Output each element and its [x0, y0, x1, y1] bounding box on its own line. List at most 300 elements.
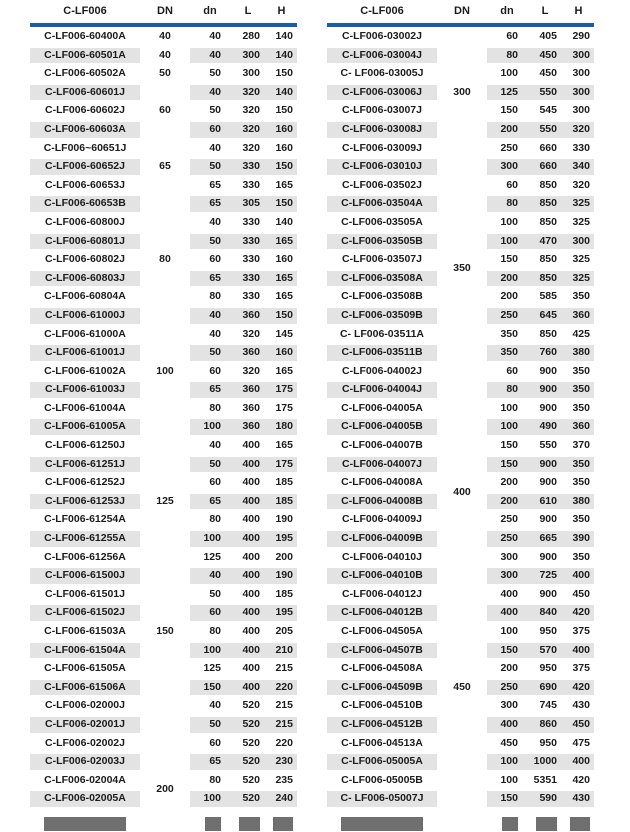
dn-group-cell: 200 — [140, 771, 190, 808]
dn-group-cell — [140, 696, 190, 770]
model-code-cell: C-LF006-03009J — [327, 139, 437, 158]
h-cell: 300 — [563, 101, 594, 120]
model-code-cell: C-LF006-61500J — [30, 566, 140, 585]
dn-cell: 40 — [190, 83, 230, 102]
model-code-cell: C-LF006-04005A — [327, 399, 437, 418]
table-row — [327, 510, 594, 529]
table-row — [327, 696, 594, 715]
l-cell: 320 — [230, 101, 266, 120]
table-row — [30, 306, 297, 325]
h-cell: 165 — [266, 287, 297, 306]
h-cell: 375 — [563, 659, 594, 678]
h-cell: 210 — [266, 641, 297, 660]
model-code-cell: C-LF006-02004A — [30, 771, 140, 790]
l-cell: 850 — [527, 269, 563, 288]
column-header-L: L — [230, 2, 266, 27]
model-code-cell: C-LF006-03511B — [327, 343, 437, 362]
dn-cell: 65 — [190, 380, 230, 399]
model-code-cell: C-LF006-03507J — [327, 250, 437, 269]
l-cell: 900 — [527, 585, 563, 604]
model-code-cell: C-LF006-02003J — [30, 752, 140, 771]
dn-cell: 100 — [487, 232, 527, 251]
model-code-cell: C-LF006-03508A — [327, 269, 437, 288]
dn-cell: 65 — [190, 176, 230, 195]
dn-cell: 200 — [487, 492, 527, 511]
table-row — [30, 176, 297, 195]
l-cell: 320 — [230, 325, 266, 344]
dn-cell: 400 — [487, 603, 527, 622]
model-code-cell: C-LF006-04509B — [327, 678, 437, 697]
l-cell: 520 — [230, 715, 266, 734]
l-cell: 550 — [527, 120, 563, 139]
model-code-cell: C-LF006-61506A — [30, 678, 140, 697]
table-row — [327, 250, 594, 269]
model-code-cell: C-LF006-61001J — [30, 343, 140, 362]
dn-cell: 80 — [190, 399, 230, 418]
dn-cell: 50 — [190, 101, 230, 120]
dn-cell: 40 — [190, 566, 230, 585]
column-header-dn: dn — [190, 2, 230, 27]
h-cell: 400 — [563, 641, 594, 660]
l-cell: 400 — [230, 436, 266, 455]
h-cell: 380 — [563, 492, 594, 511]
model-code-cell: C-LF006-61000J — [30, 306, 140, 325]
h-cell: 430 — [563, 696, 594, 715]
l-cell: 320 — [230, 362, 266, 381]
model-code-cell: C-LF006-02000J — [30, 696, 140, 715]
l-cell: 725 — [527, 566, 563, 585]
dn-cell: 60 — [190, 120, 230, 139]
dn-cell: 100 — [190, 641, 230, 660]
dn-cell: 60 — [487, 362, 527, 381]
model-code-cell: C-LF006-04507B — [327, 641, 437, 660]
model-code-cell: C-LF006-03502J — [327, 176, 437, 195]
h-cell: 350 — [563, 362, 594, 381]
model-code-cell: C-LF006-60602J — [30, 101, 140, 120]
model-code-cell: C-LF006-60801J — [30, 232, 140, 251]
dn-cell: 80 — [487, 380, 527, 399]
l-cell: 665 — [527, 529, 563, 548]
l-cell: 1000 — [527, 752, 563, 771]
dn-group-cell — [437, 510, 487, 622]
dn-cell: 150 — [487, 641, 527, 660]
model-code-cell: C-LF006-04510B — [327, 696, 437, 715]
model-code-cell: C-LF006-60400A — [30, 27, 140, 46]
h-cell: 200 — [266, 548, 297, 567]
l-cell: 400 — [230, 510, 266, 529]
dn-cell: 150 — [190, 678, 230, 697]
l-cell: 400 — [230, 603, 266, 622]
dn-cell: 50 — [190, 343, 230, 362]
h-cell: 140 — [266, 213, 297, 232]
h-cell: 230 — [266, 752, 297, 771]
h-cell: 325 — [563, 269, 594, 288]
h-cell: 165 — [266, 232, 297, 251]
dn-cell: 250 — [487, 306, 527, 325]
table-row — [327, 101, 594, 120]
h-cell: 380 — [563, 343, 594, 362]
dn-cell: 80 — [190, 622, 230, 641]
l-cell: 520 — [230, 771, 266, 790]
model-code-cell: C-LF006-04005B — [327, 417, 437, 436]
dn-group-cell: 150 — [140, 566, 190, 696]
column-header-model: C-LF006 — [327, 2, 437, 27]
table-row — [327, 622, 594, 641]
dn-cell: 100 — [487, 213, 527, 232]
h-cell: 300 — [563, 83, 594, 102]
dn-cell: 60 — [487, 27, 527, 46]
h-cell: 350 — [563, 510, 594, 529]
table-row — [30, 696, 297, 715]
dn-cell: 80 — [190, 771, 230, 790]
l-cell: 745 — [527, 696, 563, 715]
dn-cell: 100 — [190, 529, 230, 548]
model-code-cell: C-LF006-03007J — [327, 101, 437, 120]
dn-cell: 400 — [487, 715, 527, 734]
model-code-cell: C-LF006-61004A — [30, 399, 140, 418]
h-cell: 160 — [266, 250, 297, 269]
model-code-cell: C-LF006-04512B — [327, 715, 437, 734]
table-header-row — [327, 2, 594, 27]
table-row — [30, 64, 297, 83]
model-code-cell: C-LF006-02002J — [30, 734, 140, 753]
h-cell: 150 — [266, 306, 297, 325]
dn-cell: 40 — [190, 46, 230, 65]
l-cell: 850 — [527, 176, 563, 195]
dn-cell: 250 — [487, 678, 527, 697]
dn-cell: 50 — [190, 64, 230, 83]
l-cell: 360 — [230, 399, 266, 418]
dn-cell: 350 — [487, 325, 527, 344]
table-row — [327, 83, 594, 102]
table-row — [327, 27, 594, 46]
dn-cell: 100 — [190, 417, 230, 436]
dn-cell: 40 — [190, 696, 230, 715]
model-code-cell: C-LF006-61000A — [30, 325, 140, 344]
h-cell: 430 — [563, 789, 594, 808]
l-cell: 850 — [527, 250, 563, 269]
l-cell: 450 — [527, 64, 563, 83]
column-header-H: H — [266, 2, 297, 27]
h-cell: 400 — [563, 566, 594, 585]
dn-group-cell — [437, 362, 487, 474]
l-cell: 330 — [230, 287, 266, 306]
h-cell: 420 — [563, 603, 594, 622]
table-row — [327, 176, 594, 195]
dn-group-cell — [437, 696, 487, 808]
l-cell: 320 — [230, 83, 266, 102]
table-row — [30, 436, 297, 455]
h-cell: 325 — [563, 250, 594, 269]
model-code-cell: C-LF006-03010J — [327, 157, 437, 176]
model-code-cell: C-LF006-60804A — [30, 287, 140, 306]
dn-cell: 200 — [487, 287, 527, 306]
h-cell: 400 — [563, 752, 594, 771]
h-cell: 205 — [266, 622, 297, 641]
h-cell: 240 — [266, 789, 297, 808]
model-code-cell: C-LF006-03002J — [327, 27, 437, 46]
l-cell: 520 — [230, 696, 266, 715]
dn-cell: 40 — [190, 306, 230, 325]
h-cell: 325 — [563, 213, 594, 232]
model-code-cell: C-LF006-04008B — [327, 492, 437, 511]
dn-cell: 65 — [190, 752, 230, 771]
l-cell: 585 — [527, 287, 563, 306]
dn-cell: 60 — [190, 362, 230, 381]
l-cell: 405 — [527, 27, 563, 46]
l-cell: 900 — [527, 362, 563, 381]
l-cell: 330 — [230, 176, 266, 195]
dn-cell: 100 — [487, 622, 527, 641]
table-row — [30, 566, 297, 585]
l-cell: 900 — [527, 380, 563, 399]
dn-cell: 50 — [190, 715, 230, 734]
model-code-cell: C-LF006-03505A — [327, 213, 437, 232]
model-code-cell: C-LF006-61501J — [30, 585, 140, 604]
l-cell: 330 — [230, 269, 266, 288]
dn-cell: 80 — [190, 287, 230, 306]
dn-cell: 100 — [487, 64, 527, 83]
l-cell: 660 — [527, 157, 563, 176]
model-code-cell: C-LF006-02001J — [30, 715, 140, 734]
model-code-cell: C-LF006-61503A — [30, 622, 140, 641]
dn-cell: 150 — [487, 436, 527, 455]
l-cell: 400 — [230, 622, 266, 641]
model-code-cell: C- LF006-03005J — [327, 64, 437, 83]
h-cell: 390 — [563, 529, 594, 548]
h-cell: 175 — [266, 455, 297, 474]
h-cell: 145 — [266, 325, 297, 344]
model-code-cell: C-LF006-05005A — [327, 752, 437, 771]
column-header-model: C-LF006 — [30, 2, 140, 27]
h-cell: 215 — [266, 659, 297, 678]
h-cell: 300 — [563, 46, 594, 65]
model-code-cell: C-LF006-61250J — [30, 436, 140, 455]
h-cell: 185 — [266, 585, 297, 604]
dn-group-cell: 40 — [140, 46, 190, 65]
model-code-cell: C-LF006-04010B — [327, 566, 437, 585]
l-cell: 280 — [230, 27, 266, 46]
dn-cell: 150 — [487, 101, 527, 120]
h-cell: 140 — [266, 27, 297, 46]
h-cell: 235 — [266, 771, 297, 790]
l-cell: 400 — [230, 529, 266, 548]
model-code-cell: C-LF006-60652J — [30, 157, 140, 176]
l-cell: 360 — [230, 417, 266, 436]
dn-group-cell: 80 — [140, 213, 190, 306]
table-row — [327, 287, 594, 306]
column-header-H: H — [563, 2, 594, 27]
dn-cell: 50 — [190, 157, 230, 176]
table-row — [327, 473, 594, 492]
dn-cell: 40 — [190, 325, 230, 344]
model-code-cell: C-LF006-04007B — [327, 436, 437, 455]
table-row — [327, 362, 594, 381]
l-cell: 330 — [230, 213, 266, 232]
h-cell: 300 — [563, 64, 594, 83]
h-cell: 215 — [266, 715, 297, 734]
h-cell: 160 — [266, 120, 297, 139]
dn-cell: 125 — [190, 548, 230, 567]
dn-cell: 100 — [487, 399, 527, 418]
dn-cell: 250 — [487, 529, 527, 548]
model-code-cell: C- LF006-03511A — [327, 325, 437, 344]
model-code-cell: C-LF006-61252J — [30, 473, 140, 492]
dn-cell: 250 — [487, 139, 527, 158]
h-cell: 475 — [563, 734, 594, 753]
dn-cell: 65 — [190, 194, 230, 213]
l-cell: 645 — [527, 306, 563, 325]
l-cell: 320 — [230, 139, 266, 158]
model-code-cell: C-LF006-03505B — [327, 232, 437, 251]
h-cell: 420 — [563, 678, 594, 697]
l-cell: 900 — [527, 399, 563, 418]
model-code-cell: C-LF006-04008A — [327, 473, 437, 492]
h-cell: 375 — [563, 622, 594, 641]
l-cell: 400 — [230, 548, 266, 567]
dn-cell: 100 — [190, 789, 230, 808]
model-code-cell: C-LF006-61253J — [30, 492, 140, 511]
model-code-cell: C-LF006-61003J — [30, 380, 140, 399]
model-code-cell: C-LF006-05005B — [327, 771, 437, 790]
model-code-cell: C-LF006-04513A — [327, 734, 437, 753]
h-cell: 150 — [266, 194, 297, 213]
h-cell: 360 — [563, 417, 594, 436]
model-code-cell: C- LF006-05007J — [327, 789, 437, 808]
dn-cell: 50 — [190, 455, 230, 474]
dn-group-cell — [437, 622, 487, 678]
dn-cell: 300 — [487, 566, 527, 585]
dn-cell: 100 — [487, 752, 527, 771]
dn-cell: 150 — [487, 455, 527, 474]
model-code-cell: C-LF006-60502A — [30, 64, 140, 83]
h-cell: 175 — [266, 399, 297, 418]
h-cell: 350 — [563, 548, 594, 567]
l-cell: 610 — [527, 492, 563, 511]
h-cell: 150 — [266, 157, 297, 176]
h-cell: 220 — [266, 734, 297, 753]
dn-group-cell — [140, 176, 190, 213]
h-cell: 175 — [266, 380, 297, 399]
dn-cell: 450 — [487, 734, 527, 753]
h-cell: 215 — [266, 696, 297, 715]
model-code-cell: C-LF006-60802J — [30, 250, 140, 269]
h-cell: 330 — [563, 139, 594, 158]
table-row — [30, 771, 297, 790]
model-code-cell: C-LF006-04009B — [327, 529, 437, 548]
h-cell: 220 — [266, 678, 297, 697]
dn-cell: 100 — [487, 417, 527, 436]
model-code-cell: C-LF006-60601J — [30, 83, 140, 102]
l-cell: 360 — [230, 343, 266, 362]
h-cell: 350 — [563, 455, 594, 474]
l-cell: 840 — [527, 603, 563, 622]
h-cell: 450 — [563, 715, 594, 734]
dn-cell: 40 — [190, 213, 230, 232]
table-row — [30, 157, 297, 176]
l-cell: 900 — [527, 548, 563, 567]
h-cell: 370 — [563, 436, 594, 455]
l-cell: 660 — [527, 139, 563, 158]
h-cell: 450 — [563, 585, 594, 604]
dn-group-cell: 300 — [437, 83, 487, 102]
h-cell: 165 — [266, 176, 297, 195]
dn-group-cell — [437, 27, 487, 83]
table-header-row — [30, 2, 297, 27]
model-code-cell: C-LF006-03008J — [327, 120, 437, 139]
h-cell: 320 — [563, 120, 594, 139]
h-cell: 165 — [266, 436, 297, 455]
h-cell: 195 — [266, 603, 297, 622]
l-cell: 400 — [230, 455, 266, 474]
dn-cell: 300 — [487, 157, 527, 176]
l-cell: 330 — [230, 232, 266, 251]
dn-group-cell: 60 — [140, 83, 190, 139]
dn-cell: 40 — [190, 27, 230, 46]
dn-group-cell: 450 — [437, 678, 487, 697]
model-code-cell: C-LF006-04007J — [327, 455, 437, 474]
table-row — [30, 46, 297, 65]
model-code-cell: C-LF006-61251J — [30, 455, 140, 474]
h-cell: 425 — [563, 325, 594, 344]
table-row — [30, 27, 297, 46]
h-cell: 165 — [266, 269, 297, 288]
dn-cell: 150 — [487, 789, 527, 808]
dn-cell: 60 — [190, 603, 230, 622]
table-row — [30, 139, 297, 158]
l-cell: 300 — [230, 64, 266, 83]
dn-cell: 65 — [190, 492, 230, 511]
model-code-cell: C-LF006-61504A — [30, 641, 140, 660]
table-row — [30, 213, 297, 232]
l-cell: 520 — [230, 752, 266, 771]
dn-cell: 200 — [487, 120, 527, 139]
model-code-cell: C-LF006-60803J — [30, 269, 140, 288]
l-cell: 520 — [230, 789, 266, 808]
model-code-cell: C-LF006-03004J — [327, 46, 437, 65]
model-code-cell: C-LF006-61505A — [30, 659, 140, 678]
h-cell: 350 — [563, 473, 594, 492]
model-code-cell: C-LF006-04508A — [327, 659, 437, 678]
model-code-cell: C-LF006-04009J — [327, 510, 437, 529]
l-cell: 300 — [230, 46, 266, 65]
dn-cell: 50 — [190, 232, 230, 251]
dn-cell: 80 — [487, 46, 527, 65]
model-code-cell: C-LF006-04505A — [327, 622, 437, 641]
h-cell: 165 — [266, 362, 297, 381]
dn-group-cell: 40 — [140, 27, 190, 46]
h-cell: 185 — [266, 492, 297, 511]
dn-group-cell — [437, 176, 487, 250]
h-cell: 180 — [266, 417, 297, 436]
l-cell: 550 — [527, 83, 563, 102]
l-cell: 590 — [527, 789, 563, 808]
column-header-dn: dn — [487, 2, 527, 27]
dn-cell: 80 — [190, 510, 230, 529]
l-cell: 570 — [527, 641, 563, 660]
model-code-cell: C-LF006-61002A — [30, 362, 140, 381]
l-cell: 305 — [230, 194, 266, 213]
l-cell: 400 — [230, 659, 266, 678]
dn-cell: 125 — [487, 83, 527, 102]
model-code-cell: C-LF006-61502J — [30, 603, 140, 622]
spec-table-right — [327, 2, 594, 832]
dn-group-cell: 125 — [140, 436, 190, 566]
model-code-cell: C-LF006-61254A — [30, 510, 140, 529]
spec-table-left — [30, 2, 297, 832]
model-code-cell: C-LF006-03508B — [327, 287, 437, 306]
model-code-cell: C-LF006-02005A — [30, 789, 140, 808]
